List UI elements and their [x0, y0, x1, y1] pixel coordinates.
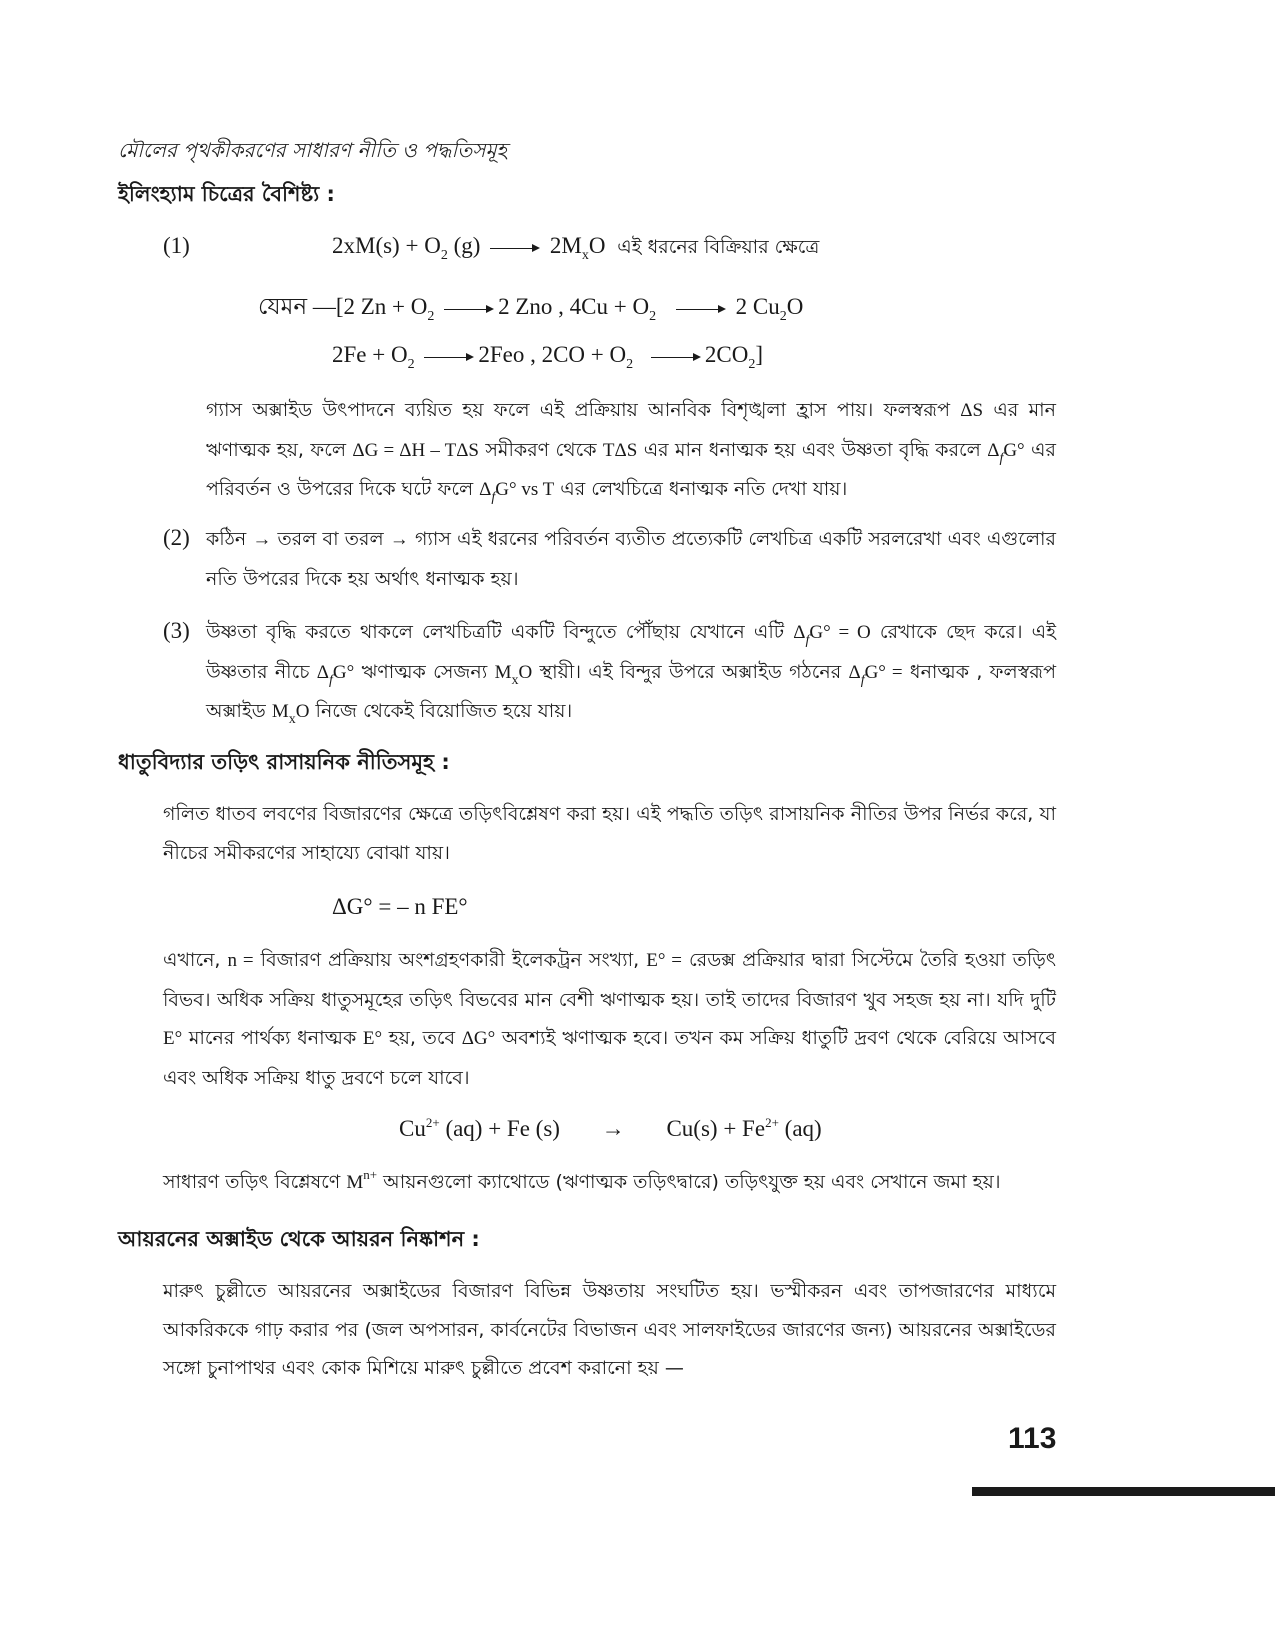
- math: M: [494, 661, 512, 683]
- eq3-sub1: 2: [407, 357, 415, 372]
- math: Δ: [848, 661, 861, 683]
- math: M: [346, 1172, 364, 1193]
- math: G° vs T: [495, 479, 555, 500]
- math: (aq) + Fe (s): [439, 1116, 560, 1141]
- eq2-rhs-sub: 2: [779, 309, 787, 324]
- section-heading-ellingham: ইলিংহ্যাম চিত্রের বৈশিষ্ট্য :: [118, 182, 335, 206]
- math: M: [271, 701, 289, 722]
- running-head: মৌলের পৃথকীকরণের সাধারণ নীতি ও পদ্ধতিসমূহ: [118, 138, 508, 162]
- section-heading-electrochemical: ধাতুবিদ্যার তড়িৎ রাসায়নিক নীতিসমূহ :: [118, 750, 450, 774]
- math: G° = O: [809, 622, 871, 643]
- math: E°: [362, 1028, 383, 1049]
- math: G° =: [864, 661, 903, 683]
- math: Cu(s) + Fe: [666, 1116, 766, 1141]
- eq2-rhs: 2 Cu: [735, 294, 780, 319]
- math-sub: x: [511, 672, 519, 688]
- eq1-note: এই ধরনের বিক্রিয়ার ক্ষেত্রে: [617, 236, 820, 258]
- item1-paragraph: [206, 391, 1056, 510]
- math: G°: [1003, 439, 1025, 461]
- text: রেখাকে ছেদ করে। এই উষ্ণতার নীচে: [206, 621, 1056, 683]
- eq3-mid: 2Feo , 2CO + O: [478, 342, 627, 367]
- text: সমীকরণ থেকে: [478, 438, 603, 461]
- math: G°: [332, 661, 355, 683]
- math: E° =: [646, 950, 682, 971]
- reaction-arrow: [651, 352, 701, 362]
- page-number: 113: [1008, 1422, 1057, 1455]
- reaction-arrow: [490, 243, 540, 253]
- gibbs-emf-equation: ΔG° = – n FE°: [332, 894, 468, 919]
- item-number-1: (1): [163, 233, 190, 258]
- math: n =: [227, 950, 254, 971]
- text: মানের পার্থক্য ধনাত্মক: [182, 1027, 363, 1049]
- reaction-arrow: [424, 352, 474, 362]
- eq1-rhs: 2M: [549, 233, 582, 258]
- text: গ্যাস এই ধরনের পরিবর্তন ব্যতীত প্রত্যেকটি লেখচিত্র একটি সরলরেখা এবং এগুলোর নতি উপরের দিকে হয় অর্থাৎ ধনাত্মক হয়।: [206, 528, 1056, 590]
- electrochem-intro-paragraph: গলিত ধাতব লবণের বিজারণের ক্ষেত্রে তড়িৎবিশ্লেষণ করা হয়। এই পদ্ধতি তড়িৎ রাসায়নিক নীতির উপর নির্ভর করে, যা নীচের সমীকরণের সাহায্যে বোঝা যায়।: [163, 803, 1056, 864]
- eq1-lhs: 2xM(s) + O: [332, 233, 441, 258]
- eq2-sub1: 2: [427, 309, 435, 324]
- eq2-mid: 2 Zno , 4Cu + O: [498, 294, 650, 319]
- item2-paragraph: [206, 520, 1056, 598]
- text: আয়নগুলো ক্যাথোডে (ঋণাত্মক তড়িৎদ্বারে) তড়িৎযুক্ত হয় এবং সেখানে জমা হয়।: [377, 1171, 1001, 1193]
- text: এর মান ধনাত্মক হয় এবং উষ্ণতা বৃদ্ধি করলে: [637, 438, 988, 461]
- math: →: [389, 529, 409, 550]
- math: ΔG°: [461, 1028, 496, 1049]
- eq3-sub2: 2: [626, 357, 634, 372]
- math-sup: 2+: [425, 1115, 440, 1130]
- math-sub: f: [805, 633, 810, 648]
- text: সাধারণ তড়িৎ বিশ্লেষণে: [163, 1171, 347, 1193]
- math-sub: f: [999, 450, 1004, 466]
- math: Cu: [399, 1116, 426, 1141]
- math-sub: x: [288, 712, 296, 727]
- math: (aq): [778, 1116, 822, 1141]
- eq2-prefix: যেমন —[2 Zn + O: [258, 294, 428, 319]
- text: এর লেখচিত্রে ধনাত্মক নতি দেখা যায়।: [554, 478, 848, 500]
- math: Δ: [479, 479, 492, 500]
- reaction-arrow: →: [601, 1116, 625, 1141]
- item3-paragraph: [206, 613, 1056, 732]
- eq3-rhs-tail: ]: [755, 342, 764, 367]
- math: Δ: [987, 439, 1000, 461]
- electrochem-explanation-paragraph: [163, 941, 1056, 1097]
- math: ΔS: [960, 400, 984, 421]
- text: স্থায়ী। এই বিন্দুর উপরে অক্সাইড গঠনের: [532, 660, 849, 683]
- math: O: [518, 661, 533, 683]
- text: ধনাত্মক , ফলস্বরূপ অক্সাইড: [206, 660, 1057, 722]
- item-number-3: (3): [163, 618, 190, 643]
- math: O: [295, 701, 310, 722]
- math-sub: f: [329, 672, 333, 688]
- text: বিজারণ প্রক্রিয়ায় অংশগ্রহণকারী ইলেকট্রন সংখ্যা,: [253, 949, 647, 971]
- eq1-lhs-tail: (g): [447, 233, 481, 258]
- eq1-rhs-tail: O: [588, 233, 606, 258]
- math: Δ: [316, 661, 330, 683]
- displacement-reaction-equation: [399, 1116, 822, 1142]
- text: হয়, তবে: [382, 1027, 462, 1049]
- text: রেডক্স প্রক্রিয়ার দ্বারা সিস্টেমে তৈরি হওয়া তড়িৎ বিভব। অধিক সক্রিয় ধাতুসমূহের তড়িৎ বিভবের মান বেশী ঋণাত্মক হয়। তাই তাদের বিজারণ খুব সহজ হয় না। যদি দুটি: [163, 949, 1056, 1011]
- math: E°: [163, 1028, 183, 1049]
- page-footer-rule: [972, 1487, 1275, 1496]
- math-sup: 2+: [765, 1115, 779, 1130]
- reaction-arrow: [676, 304, 726, 314]
- electrolysis-paragraph: [163, 1163, 1056, 1203]
- eq3-lhs: 2Fe + O: [332, 342, 408, 367]
- eq2-rhs-tail: O: [786, 294, 804, 319]
- math-sup: n+: [363, 1167, 378, 1182]
- math-sub: f: [491, 490, 496, 505]
- math: ΔG = ΔH – TΔS: [352, 439, 479, 461]
- math: Δ: [793, 622, 806, 643]
- equation-examples-fe-co: [332, 342, 764, 372]
- section-heading-iron-extraction: আয়রনের অক্সাইড থেকে আয়রন নিষ্কাশন :: [118, 1227, 480, 1251]
- text: নিজে থেকেই বিয়োজিত হয়ে যায়।: [309, 700, 573, 722]
- equation-general-oxidation: [332, 233, 819, 265]
- text: উষ্ণতা বৃদ্ধি করতে থাকলে লেখচিত্রটি একটি বিন্দুতে পৌঁছায় যেখানে এটি: [206, 621, 794, 643]
- eq1-lhs-sub: 2: [440, 248, 448, 263]
- equation-examples-zn-cu: [258, 288, 803, 327]
- math: →: [252, 529, 272, 550]
- text: এখানে,: [163, 949, 228, 971]
- iron-extraction-paragraph: মারুৎ চুল্লীতে আয়রনের অক্সাইডের বিজারণ বিভিন্ন উষ্ণতায় সংঘটিত হয়। ভস্মীকরন এবং তাপজারণের মাধ্যমে আকরিককে গাঢ় করার পর (জল অপসারন, কার্বনেটের বিভাজন এবং সালফাইডের জারণের জন্য) আয়রনের অক্সাইডের সঙ্গো চুনাপাথর এবং কোক মিশিয়ে মারুৎ চুল্লীতে প্রবেশ করানো হয় —: [163, 1280, 1056, 1379]
- math-sub: f: [860, 672, 865, 688]
- reaction-arrow: [444, 304, 494, 314]
- eq3-rhs: 2CO: [704, 342, 749, 367]
- text: কঠিন: [206, 528, 253, 550]
- math: TΔS: [602, 439, 638, 461]
- text: গ্যাস অক্সাইড উৎপাদনে ব্যয়িত হয় ফলে এই প্রক্রিয়ায় আনবিক বিশৃঙ্খলা হ্রাস পায়। ফলস্বরূপ: [206, 399, 961, 421]
- text: তরল বা তরল: [271, 528, 390, 550]
- item-number-2: (2): [163, 525, 190, 550]
- text: এর পরিবর্তন ও উপরের দিকে ঘটে ফলে: [206, 438, 1056, 500]
- eq3-rhs-sub: 2: [748, 357, 756, 372]
- text: ঋণাত্মক সেজন্য: [354, 660, 495, 683]
- eq1-rhs-sub: x: [581, 248, 589, 263]
- text: অবশ্যই ঋণাত্মক হবে। তখন কম সক্রিয় ধাতুটি দ্রবণ থেকে বেরিয়ে আসবে এবং অধিক সক্রিয় ধাতু দ্রবণে চলে যাবে।: [163, 1027, 1056, 1089]
- eq2-sub2: 2: [649, 309, 657, 324]
- text: এর মান ঋণাত্মক হয়, ফলে: [206, 399, 1056, 461]
